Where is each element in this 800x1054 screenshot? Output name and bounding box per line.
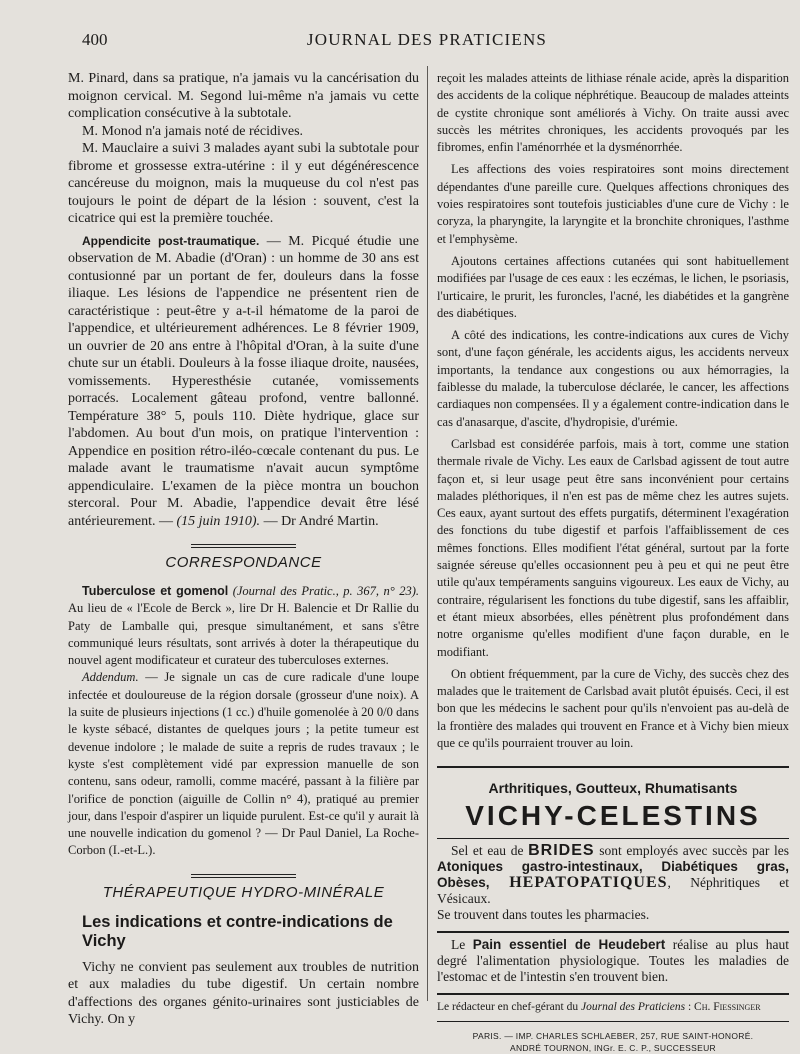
- correspondance-title: CORRESPONDANCE: [165, 554, 322, 571]
- redacteur-name: : Ch. Fiessinger: [685, 1001, 761, 1014]
- paragraph-lithiase: reçoit les malades atteints de lithiase rénale acide, après la disparition des accidents de la colique néphrétique. Beaucoup de malades atteints de cystite chronique sont améliorés à Vichy. On traite aussi avec succès les métrites chroniques, les accidents provoqués par les fibromes, enfin l'aménorrhée et la dysménorrhée.: [437, 71, 789, 155]
- appendicite-signature: — Dr André Martin.: [260, 513, 379, 529]
- paragraph-monod: M. Monod n'a jamais noté de récidives.: [82, 123, 304, 139]
- ad-pain-body: réalise au plus haut degré l'alimentation physiologique. Toutes les maladies de l'estomac et de l'intestin s'en trouvent bien.: [437, 937, 789, 985]
- redacteur-line: [437, 999, 789, 1015]
- redacteur-pre: Le rédacteur en chef-gérant du: [437, 1001, 581, 1014]
- page-number: 400: [82, 30, 108, 49]
- ad-brides-hepato: HEPATOPATIQUES: [509, 874, 668, 892]
- ad-brides: [437, 843, 789, 923]
- ad-pain-name: Pain essentiel de Heudebert: [472, 937, 666, 953]
- imprint: [437, 1030, 789, 1054]
- paragraph-pinard: M. Pinard, dans sa pratique, n'a jamais vu la cancérisation du moignon cervical. M. Segond lui-même n'a jamais vu cette complication consécutive à la subtotale.: [68, 71, 419, 121]
- paragraph-vichy-intro: Vichy ne convient pas seulement aux troubles de nutrition et aux maladies du tube digestif. Un certain nombre d'affections des organes génito-urinaires sont justiciables de Vichy. On y: [68, 959, 419, 1028]
- therapeutique-title: THÉRAPEUTIQUE HYDRO-MINÉRALE: [102, 883, 385, 901]
- appendicite-date: (15 juin 1910).: [176, 513, 261, 529]
- ad-brides-list: Atoniques gastro-intestinaux, Diabétiques gras, Obèses,: [437, 859, 789, 891]
- appendicite-heading: Appendicite post-traumatique.: [82, 233, 260, 248]
- ad-brides-name: BRIDES: [528, 842, 595, 860]
- tuberculose-heading: Tuberculose et gomenol: [82, 584, 229, 598]
- addendum-body: — Je signale un cas de cure radicale d'une loupe infectée et douloureuse de la région dorsale (grosseur d'une noix). A la suite de plusieurs injections (1 cc.) d'huile gomenolée à 20 0/0 dans le kyste sébacé, distantes de quelques jours ; la petite tumeur est devenue indolore ; le malade de suite a repris de rudes travaux ; le kyste s'est complètement vidé par expression manuelle de son contenu, sans odeur, ramolli, comme macéré, passant à la filière par l'orifice de ponction (aiguille de Collin n° 4), pratiqué au premier jour, dans l'espoir d'aspirer un liquide purulent. Est-ce qu'il y aurait là une nouvelle indication du gomenol ? — Dr Paul Daniel, La Roche-Corbon (I.-et-L.).: [68, 670, 419, 858]
- vichy-article-title: Les indications et contre-indications de Vichy: [82, 912, 393, 950]
- imprint-line-1: PARIS. — IMP. CHARLES SCHLAEBER, 257, RUE SAINT-HONORÉ.: [472, 1031, 754, 1042]
- tuberculose-body: Au lieu de « l'Ecole de Berck », lire Dr H. Balencie et Dr Rallie du Paty de Lamballe qui, presque simultanément, et sans s'être communiqué leurs résultats, sont arrivés à doter la thérapeutique du nouvel agent modificateur et curateur des tuberculoses externes.: [68, 601, 419, 668]
- section-divider: [191, 544, 296, 548]
- left-column: [68, 70, 419, 1029]
- paragraph-contre-indications: A côté des indications, les contre-indications aux cures de Vichy sont, d'une façon générale, les accidents aigus, les accidents nerveux importants, la tendance aux congestions ou aux hémorragies, la faiblesse du malade, la tuberculose déclarée, le cancer, les affections cardiaques non compensées. Il y a également contre-indication dans le cas d'anasarque, d'ascite, d'hydropisie, d'urémie.: [437, 328, 789, 429]
- appendicite-body: — M. Picqué étudie une observation de M. Abadie (d'Oran) : un homme de 30 ans est contusionné par un portant de fer, douleurs dans la fosse iliaque. Les lésions de l'appendice ne présentent rien de caractéristique : peut-être y a-t-il hématome de la paroi de l'appendice, et ultérieurement adhérences. Le 8 février 1909, un ouvrier de 20 ans entre à l'hôpital d'Oran, à la suite d'une chute sur un établi. Douleurs à la fosse iliaque droite, nausées, vomissements. Hyperesthésie cutanée, vomissements porracés. Localement gâteau profond, ventre ballonné. Température 38° 5, pouls 110. Diète hydrique, glace sur l'abdomen. Au bout d'un mois, on pratique l'intervention : Appendice en position rétro-iléo-cœcale contenant du pus. Le malade avant le traumatisme n'avait aucun symptôme appendiculaire. L'examen de la pièce montra un bouchon stercoral. Pour M. Abadie, l'appendice devait être lésé antérieurement. —: [68, 233, 419, 529]
- tuberculose-ref: (Journal des Pratic., p. 367, n° 23).: [228, 584, 419, 598]
- paragraph-respiratoires: Les affections des voies respiratoires sont moins directement dépendantes d'une pareille cure. Quelques affections chroniques des voies respiratoires sont toutefois justiciables d'une cure de Vichy : le coryza, la pharyngite, la laryngite et la bronchite chroniques, l'asthme et l'emphysème.: [437, 162, 789, 246]
- paragraph-conclusion: On obtient fréquemment, par la cure de Vichy, des succès chez des malades que le traitement de Carlsbad avait plutôt épuisés. Ceci, il est bon que les médecins le sachent pour qu'ils n'envoient pas au-delà de la frontière des malades qui trouvent en France et à Vichy bien mieux que ce qu'ils pourraient trouver au loin.: [437, 666, 789, 750]
- ad-brides-list-end: , Néphritiques et Vésicaux.: [437, 875, 790, 907]
- paragraph-mauclaire: M. Mauclaire a suivi 3 malades ayant subi la subtotale pour fibrome et grossesse extra-utérine : il y eut dégénérescence cancéreuse du moignon, mais la muqueuse du col n'est pas toujours le point de départ de la lésion : souvent, c'est la cicatrice qui est la première touchée.: [68, 141, 419, 226]
- ad-pain-pre: Le: [451, 937, 473, 953]
- paragraph-appendicite: [68, 233, 419, 531]
- page-header: [72, 30, 782, 52]
- paragraph-carlsbad: Carlsbad est considérée parfois, mais à tort, comme une station thermale rivale de Vichy. Les eaux de Carlsbad agissent de tout autre façon et, si leur usage peut être sans inconvénient pour certains malades pléthoriques, il n'en est pas de même chez les autres sujets. Ces eaux, ayant surtout des effets purgatifs, déterminent l'exagération des fonctions du tube digestif et parfois l'affaiblissement de ces mêmes fonctions. Elles modifient l'état général, surtout par la forte saignée séreuse qu'elles occasionnent peu à peu et qui ne peut être utile qu'aux tempéraments sanguins vigoureux. Les eaux de Vichy, au contraire, régularisent les fonctions du tube digestif, sans les affaiblir, et étant mieux absorbées, elles pénètrent plus profondément dans notre organisme qu'elles modifient d'une façon durable, en le modifiant.: [437, 436, 789, 659]
- paragraph-cutanees: Ajoutons certaines affections cutanées qui sont habituellement modifiées par l'usage de ces eaux : les eczémas, le lichen, le psoriasis, l'urticaire, le prurit, les furoncles, l'acné, les diabétides et la gangrène des diabétiques.: [437, 253, 789, 320]
- ad-brides-pharmacies: Se trouvent dans toutes les pharmacies.: [437, 907, 650, 923]
- redacteur-journal: Journal des Praticiens: [580, 1001, 686, 1014]
- journal-title: JOURNAL DES PRATICIENS: [306, 30, 548, 49]
- advertisement-vichy-celestins: [437, 766, 789, 1054]
- section-divider-2: [191, 874, 296, 878]
- paragraph-addendum: [68, 669, 419, 859]
- ad-brides-pre: Sel et eau de: [451, 843, 529, 859]
- addendum-label: Addendum.: [82, 670, 139, 685]
- ad-brides-post: sont employés avec succès par les: [594, 843, 789, 859]
- ad-heudebert: [437, 937, 789, 985]
- ad-vichy-tagline: Arthritiques, Goutteux, Rhumatisants: [488, 780, 738, 797]
- column-divider: [427, 66, 428, 1001]
- ad-vichy-brand: VICHY-CELESTINS: [465, 800, 761, 832]
- paragraph-tuberculose: [68, 583, 419, 669]
- imprint-line-2: ANDRÉ TOURNON, INGr. E. C. P., SUCCESSEUR: [510, 1043, 716, 1054]
- right-column: [437, 70, 789, 1054]
